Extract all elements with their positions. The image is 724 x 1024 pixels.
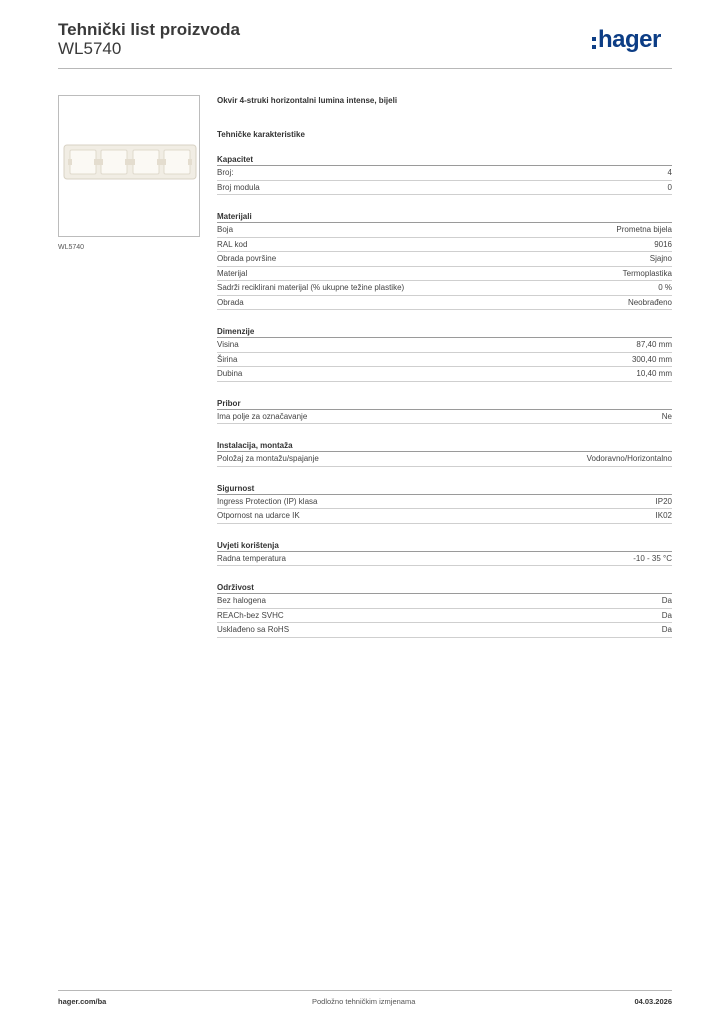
section-title: Pribor bbox=[217, 398, 672, 410]
spec-row bbox=[217, 623, 672, 638]
spec-value: 300,40 mm bbox=[631, 354, 672, 364]
spec-value: Termoplastika bbox=[622, 268, 672, 278]
spec-sections bbox=[217, 154, 672, 638]
spec-label: REACh-bez SVHC bbox=[217, 610, 284, 620]
spec-section bbox=[217, 211, 672, 310]
spec-row bbox=[217, 552, 672, 567]
footer-divider bbox=[58, 990, 672, 991]
spec-row bbox=[217, 594, 672, 609]
spec-section bbox=[217, 582, 672, 638]
spec-label: Otpornost na udarce IK bbox=[217, 511, 300, 520]
product-code: WL5740 bbox=[58, 39, 122, 58]
spec-section bbox=[217, 440, 672, 467]
product-image-frame bbox=[58, 95, 200, 237]
spec-row bbox=[217, 609, 672, 624]
section-title: Instalacija, montaža bbox=[217, 440, 672, 452]
spec-label: Usklađeno sa RoHS bbox=[217, 625, 290, 634]
spec-section bbox=[217, 483, 672, 524]
spec-row bbox=[217, 252, 672, 267]
spec-row bbox=[217, 166, 672, 181]
spec-label: Materijal bbox=[217, 268, 248, 278]
spec-row bbox=[217, 410, 672, 425]
section-title: Uvjeti korištenja bbox=[217, 540, 672, 552]
spec-value: Ne bbox=[661, 411, 672, 421]
spec-value: 9016 bbox=[654, 239, 672, 249]
spec-section bbox=[217, 540, 672, 567]
footer-website: hager.com/ba bbox=[58, 997, 107, 1006]
spec-value: IP20 bbox=[655, 496, 672, 506]
product-name: Okvir 4-struki horizontalni lumina intense, bijeli bbox=[217, 96, 398, 105]
spec-label: Broj: bbox=[217, 168, 234, 177]
spec-value: IK02 bbox=[655, 511, 672, 520]
spec-row bbox=[217, 509, 672, 524]
section-title: Dimenzije bbox=[217, 326, 672, 338]
spec-value: Vodoravno/Horizontalno bbox=[586, 454, 672, 463]
logo-text: hager bbox=[598, 26, 661, 53]
spec-value: -10 - 35 °C bbox=[633, 553, 672, 563]
section-title: Sigurnost bbox=[217, 483, 672, 495]
page-title: Tehnički list proizvoda bbox=[58, 20, 240, 39]
spec-value: 0 bbox=[667, 182, 672, 192]
spec-row bbox=[217, 338, 672, 353]
spec-label: Visina bbox=[217, 340, 239, 349]
hager-logo bbox=[592, 28, 661, 52]
spec-row bbox=[217, 281, 672, 296]
spec-value: Da bbox=[661, 596, 672, 605]
header-divider bbox=[58, 68, 672, 69]
spec-row bbox=[217, 353, 672, 368]
spec-label: Broj modula bbox=[217, 182, 260, 192]
section-title: Kapacitet bbox=[217, 154, 672, 166]
spec-label: Položaj za montažu/spajanje bbox=[217, 454, 319, 463]
product-image-caption: WL5740 bbox=[58, 244, 85, 251]
spec-label: RAL kod bbox=[217, 239, 248, 249]
section-title: Održivost bbox=[217, 582, 672, 594]
spec-label: Obrada površine bbox=[217, 254, 277, 263]
spec-value: 4 bbox=[667, 168, 672, 177]
spec-value: Sjajno bbox=[649, 254, 672, 263]
spec-value: 0 % bbox=[658, 283, 672, 292]
footer-note: Podložno tehničkim izmjenama bbox=[312, 997, 416, 1006]
spec-label: Boja bbox=[217, 225, 234, 234]
spec-label: Bez halogena bbox=[217, 596, 266, 605]
footer-date: 04.03.2026 bbox=[634, 997, 672, 1006]
spec-label: Dubina bbox=[217, 369, 243, 378]
spec-value: 87,40 mm bbox=[636, 340, 672, 349]
spec-content bbox=[217, 96, 672, 638]
logo-colon-icon bbox=[592, 37, 596, 49]
spec-row bbox=[217, 267, 672, 282]
spec-row bbox=[217, 181, 672, 196]
spec-row bbox=[217, 452, 672, 467]
spec-value: Prometna bijela bbox=[616, 225, 672, 234]
tech-characteristics-title: Tehničke karakteristike bbox=[217, 130, 305, 139]
spec-label: Sadrži reciklirani materijal (% ukupne težine plastike) bbox=[217, 283, 405, 292]
four-gang-frame-image bbox=[63, 144, 197, 180]
spec-section bbox=[217, 154, 672, 195]
spec-value: Neobrađeno bbox=[627, 297, 672, 307]
spec-section bbox=[217, 326, 672, 382]
spec-label: Ingress Protection (IP) klasa bbox=[217, 496, 318, 506]
spec-label: Širina bbox=[217, 354, 238, 364]
spec-value: Da bbox=[661, 625, 672, 634]
spec-row bbox=[217, 223, 672, 238]
spec-section bbox=[217, 398, 672, 425]
spec-row bbox=[217, 367, 672, 382]
spec-row bbox=[217, 495, 672, 510]
section-title: Materijali bbox=[217, 211, 672, 223]
spec-label: Radna temperatura bbox=[217, 553, 286, 563]
spec-row bbox=[217, 296, 672, 311]
spec-row bbox=[217, 238, 672, 253]
spec-label: Obrada bbox=[217, 297, 244, 307]
spec-value: 10,40 mm bbox=[636, 369, 672, 378]
spec-value: Da bbox=[661, 610, 672, 620]
spec-label: Ima polje za označavanje bbox=[217, 411, 308, 421]
